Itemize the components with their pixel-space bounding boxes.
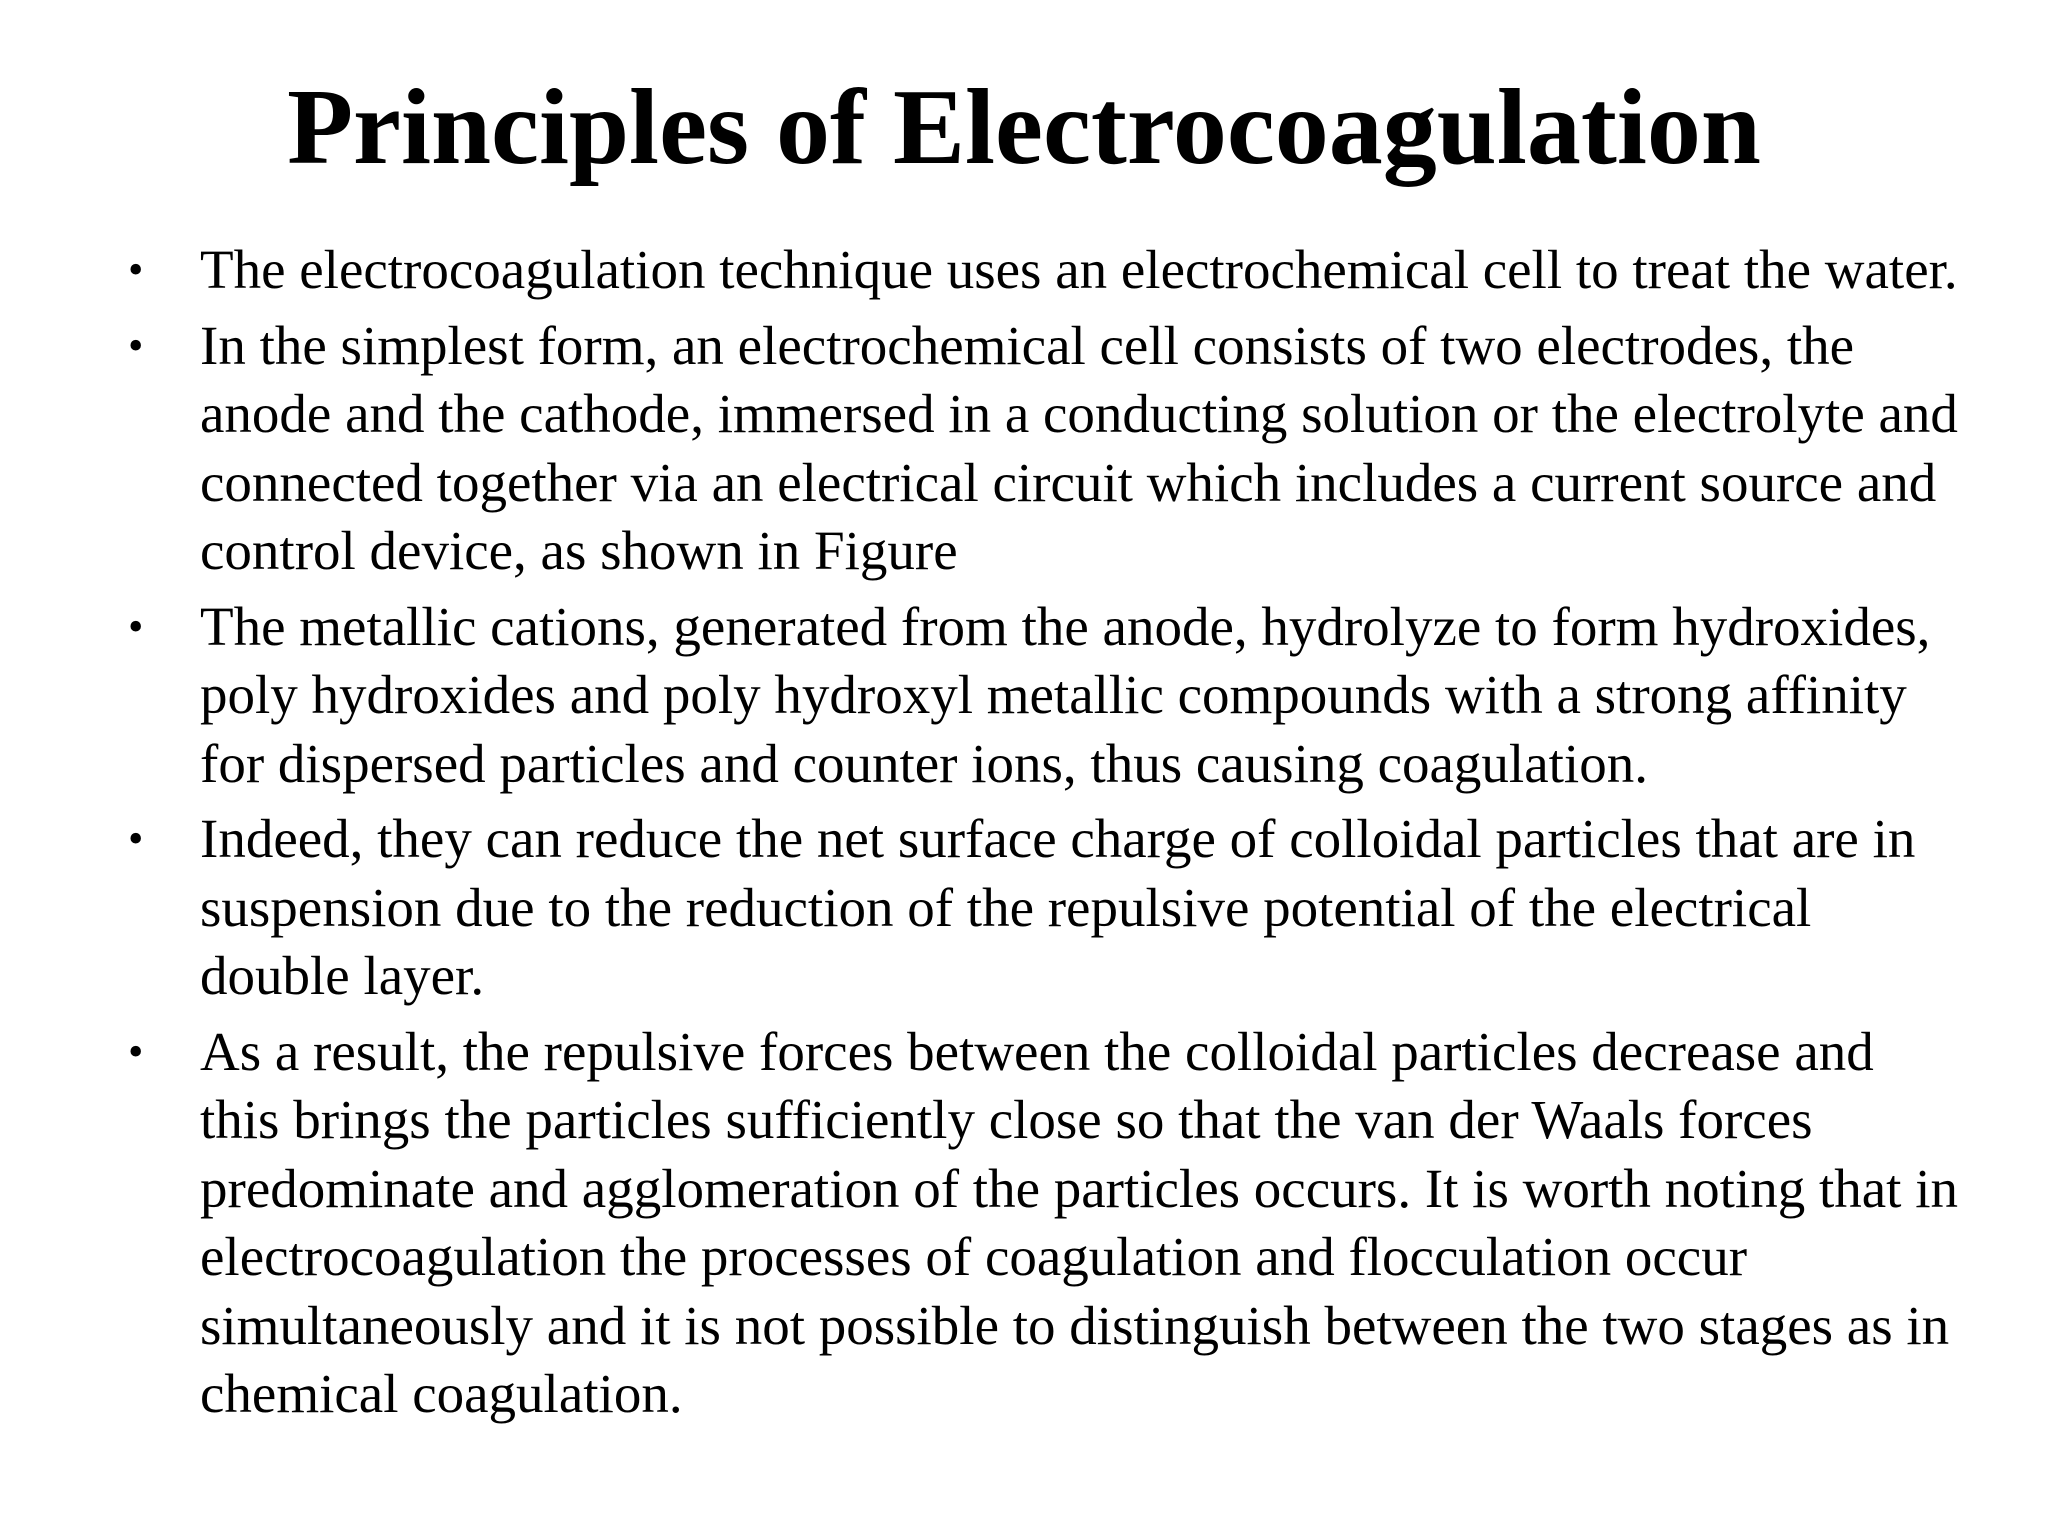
bullet-text: The metallic cations, generated from the anode, hydrolyze to form hydroxides, poly hydroxides and poly hydroxyl metallic compounds with a strong affinity for dispersed particles and counter ions, thus causing coagulation.	[200, 595, 1931, 794]
bullet-item	[0, 312, 1960, 586]
bullet-item	[0, 593, 1960, 799]
slide-title: Principles of Electrocoagulation	[287, 68, 1761, 187]
bullet-dot-icon: •	[128, 245, 144, 294]
bullet-item	[0, 805, 1960, 1011]
bullet-list	[0, 236, 2048, 1436]
bullet-text: The electrocoagulation technique uses an electrochemical cell to treat the water.	[200, 239, 1958, 300]
bullet-dot-icon: •	[128, 601, 144, 651]
bullet-text: Indeed, they can reduce the net surface charge of colloidal particles that are in suspension due to the reduction of the repulsive potential of the electrical double layer.	[200, 808, 1916, 1006]
bullet-dot-icon: •	[128, 320, 144, 370]
bullet-text: As a result, the repulsive forces between the colloidal particles decrease and this brings the particles sufficiently close so that the van der Waals forces predominate and agglomeration of the particles occurs. It is worth noting that in electrocoagulation the processes of coagulation and flocculation occur simultaneously and it is not possible to distinguish between the two stages as in chemical coagulation.	[200, 1020, 1958, 1424]
bullet-text: In the simplest form, an electrochemical cell consists of two electrodes, the anode and the cathode, immersed in a conducting solution or the electrolyte and connected together via an electrical circuit which includes a current source and control device, as shown in Figure	[200, 314, 1958, 581]
bullet-item	[0, 236, 1960, 305]
bullet-dot-icon: •	[128, 1026, 144, 1076]
bullet-item	[0, 1018, 1960, 1429]
bullet-dot-icon: •	[128, 814, 144, 863]
